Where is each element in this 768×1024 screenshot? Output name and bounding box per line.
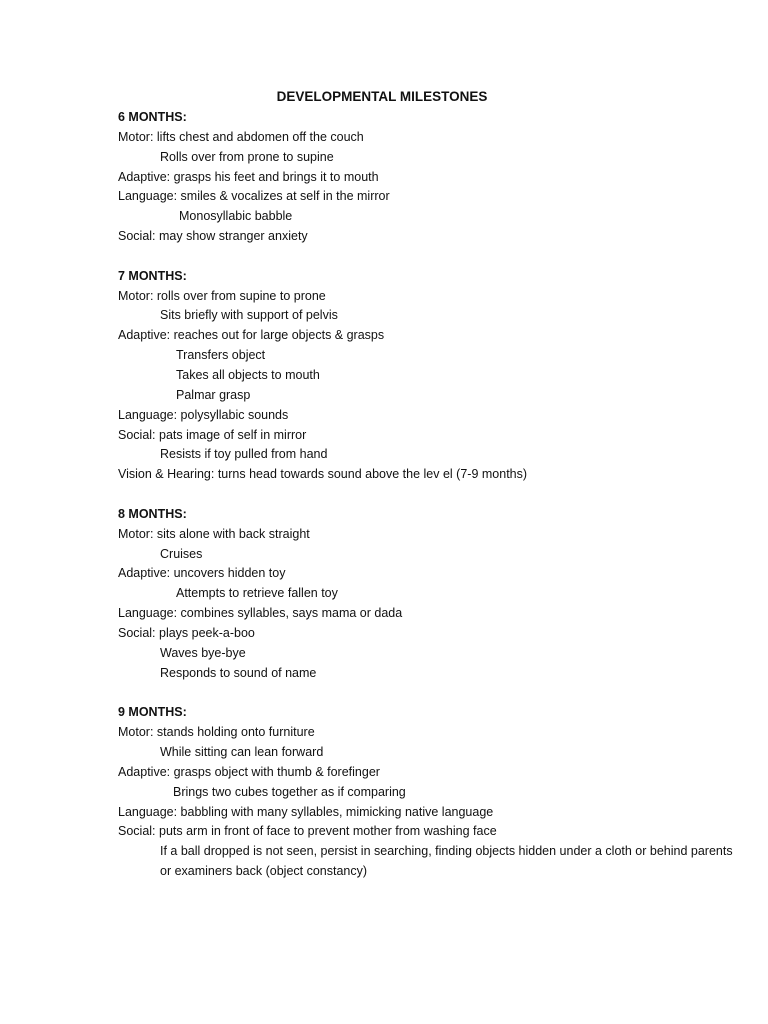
milestone-line: Social: plays peek-a-boo	[118, 625, 255, 640]
document-body	[118, 108, 738, 882]
milestone-line: Palmar grasp	[176, 387, 251, 402]
milestone-line: Motor: stands holding onto furniture	[118, 725, 315, 740]
milestone-line: Waves bye-bye	[160, 645, 246, 660]
milestone-line: Resists if toy pulled from hand	[160, 447, 328, 462]
section-heading: 7 MONTHS:	[118, 268, 187, 283]
milestone-section	[118, 108, 738, 247]
milestone-line: If a ball dropped is not seen, persist in searching, finding objects hidden under a cloth or behind parents or examiners back (object constancy)	[160, 844, 733, 879]
milestone-line: Transfers object	[176, 348, 266, 363]
milestone-line: Motor: lifts chest and abdomen off the couch	[118, 129, 364, 144]
milestone-line: Language: babbling with many syllables, mimicking native language	[118, 804, 494, 819]
milestone-line: Social: pats image of self in mirror	[118, 427, 307, 442]
milestone-line: Motor: sits alone with back straight	[118, 526, 310, 541]
milestone-line: Responds to sound of name	[160, 665, 317, 680]
milestone-line: Social: may show stranger anxiety	[118, 229, 308, 244]
milestone-line: While sitting can lean forward	[160, 745, 324, 759]
milestone-line: Monosyllabic babble	[179, 209, 293, 224]
section-spacer	[118, 485, 738, 505]
milestone-line: Brings two cubes together as if comparing	[173, 784, 406, 799]
milestone-line: Rolls over from prone to supine	[160, 149, 334, 164]
milestone-line: Sits briefly with support of pelvis	[160, 308, 338, 323]
milestone-section	[118, 267, 738, 485]
section-heading: 9 MONTHS:	[118, 705, 187, 720]
milestone-line: Vision & Hearing: turns head towards sound above the lev el (7-9 months)	[118, 467, 528, 482]
milestone-line: Adaptive: uncovers hidden toy	[118, 566, 286, 581]
milestone-line: Social: puts arm in front of face to prevent mother from washing face	[118, 824, 497, 839]
milestone-line: Language: smiles & vocalizes at self in the mirror	[118, 189, 390, 204]
milestone-section	[118, 703, 738, 882]
milestone-line: Adaptive: grasps object with thumb & forefinger	[118, 764, 380, 779]
milestone-line: Adaptive: grasps his feet and brings it to mouth	[118, 169, 379, 184]
milestone-line: Cruises	[160, 546, 203, 561]
section-heading: 8 MONTHS:	[118, 506, 187, 521]
milestone-line: Language: polysyllabic sounds	[118, 407, 289, 422]
milestone-line: Language: combines syllables, says mama or dada	[118, 606, 403, 621]
section-heading: 6 MONTHS:	[118, 110, 187, 124]
milestone-line: Motor: rolls over from supine to prone	[118, 288, 326, 303]
section-spacer	[118, 247, 738, 267]
document-title: DEVELOPMENTAL MILESTONES	[276, 89, 488, 104]
milestone-line: Adaptive: reaches out for large objects & grasps	[118, 328, 385, 343]
milestone-section	[118, 505, 738, 684]
milestone-line: Attempts to retrieve fallen toy	[176, 586, 338, 601]
section-spacer	[118, 683, 738, 703]
milestone-line: Takes all objects to mouth	[176, 367, 320, 382]
